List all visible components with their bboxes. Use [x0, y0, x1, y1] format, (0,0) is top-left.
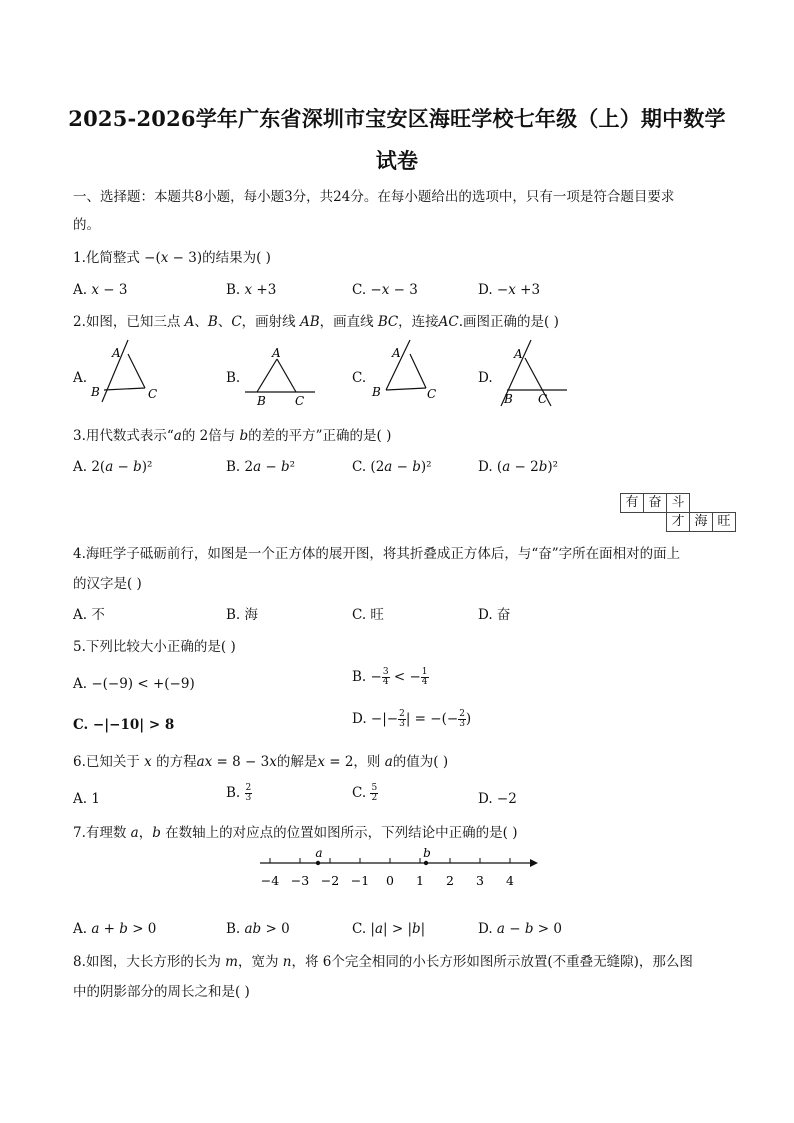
question-7-stem: 7.有理数 𝑎，𝑏 在数轴上的对应点的位置如图所示，下列结论中正确的是( )	[73, 825, 518, 841]
q7-option-b: B. 𝑎𝑏 > 0	[226, 921, 290, 937]
q7-option-c: C. |𝑎| > |𝑏|	[352, 921, 426, 937]
question-1-stem: 1.化简整式 −(𝑥 − 3)的结果为( )	[73, 250, 271, 266]
q2-figure-c	[370, 340, 450, 410]
axis-tick-label: −1	[350, 873, 370, 888]
axis-tick-label: −3	[290, 873, 310, 888]
q5-b-prefix: B. −	[352, 669, 382, 685]
q2-d-label-A: A	[514, 347, 523, 361]
q5-option-b	[352, 668, 429, 687]
axis-tick-label: 4	[506, 873, 514, 888]
q2-a-label-C: C	[148, 387, 158, 401]
question-4-stem-line1: 4.海旺学子砥砺前行，如图是一个正方体的展开图，将其折叠成正方体后，与“奋”字所在面相对的面上	[73, 546, 681, 562]
axis-tick-label: 1	[416, 873, 424, 888]
axis-arrow	[530, 859, 538, 867]
point-a	[316, 861, 320, 865]
q1-option-c: C. −𝑥 − 3	[352, 282, 418, 298]
q5-option-a: A. −(−9) < +(−9)	[73, 676, 195, 692]
cube-face: 才	[666, 512, 690, 532]
q2-c-label-C: C	[427, 387, 437, 401]
q3-option-d: D. (𝑎 − 2𝑏)²	[478, 459, 559, 475]
cube-face: 斗	[666, 493, 690, 513]
axis-tick-label: 3	[476, 873, 484, 888]
q2-option-b: B.	[226, 370, 241, 386]
q7-option-a: A. 𝑎 + 𝑏 > 0	[73, 921, 157, 937]
q2-option-a: A.	[73, 370, 88, 386]
q2-figure-a	[88, 340, 178, 410]
q1-option-d: D. −𝑥 +3	[478, 282, 541, 298]
q4-option-b: B. 海	[226, 607, 259, 623]
axis-tick-label: 2	[446, 873, 454, 888]
fraction: $\frac{3}{4}$	[382, 667, 389, 687]
point-b	[424, 861, 428, 865]
question-3-stem: 3.用代数式表示“𝑎的 2倍与 𝑏的差的平方”正确的是( )	[73, 428, 392, 444]
fraction: $\frac{1}{4}$	[421, 667, 428, 687]
q5-d-mid: | = −(−	[405, 711, 459, 727]
section1-instructions-line2: 的。	[73, 217, 100, 233]
section1-instructions-line1: 一、选择题：本题共8小题，每小题3分，共24分。在每小题给出的选项中，只有一项是符合题目要求	[73, 189, 675, 205]
q7-option-d: D. 𝑎 − 𝑏 > 0	[478, 921, 562, 937]
exam-title-line1: 2025-2026学年广东省深圳市宝安区海旺学校七年级（上）期中数学	[68, 106, 726, 131]
q6-option-b: B. $\frac{2}{3}$	[226, 783, 252, 803]
q3-option-a: A. 2(𝑎 − 𝑏)²	[73, 459, 153, 475]
q5-d-prefix: D. −|−	[352, 711, 399, 727]
axis-tick-label: 0	[386, 873, 394, 888]
q4-option-c: C. 旺	[352, 607, 384, 623]
point-b-label: b	[423, 846, 431, 860]
axis-tick-label: −4	[260, 873, 280, 888]
cube-face: 旺	[712, 512, 736, 532]
q2-a-label-B: B	[91, 385, 100, 399]
q2-figure-b	[243, 344, 323, 410]
q6-option-c: C. $\frac{5}{2}$	[352, 783, 378, 803]
question-4-stem-line2: 的汉字是( )	[73, 576, 142, 592]
question-5-stem: 5.下列比较大小正确的是( )	[73, 639, 236, 655]
fraction: $\frac{5}{2}$	[371, 783, 378, 803]
q2-option-c: C.	[352, 370, 367, 386]
q2-a-label-A: A	[112, 346, 121, 360]
q4-option-d: D. 奋	[478, 607, 511, 623]
q3-option-b: B. 2𝑎 − 𝑏²	[226, 459, 296, 475]
cube-face: 有	[620, 493, 644, 513]
axis-tick-label: −2	[320, 873, 340, 888]
question-6-stem: 6.已知关于 𝑥 的方程𝑎𝑥 = 8 − 3𝑥的解是𝑥 = 2，则 𝑎的值为( )	[73, 754, 449, 770]
q4-option-a: A. 不	[73, 607, 105, 623]
q5-option-c: C. −|−10| > 8	[73, 717, 175, 733]
q1-option-a: A. 𝑥 − 3	[73, 282, 128, 298]
number-line-figure	[258, 846, 548, 892]
q2-d-label-C: C	[538, 392, 548, 406]
q2-b-label-C: C	[295, 394, 305, 408]
exam-title-line2: 试卷	[375, 148, 419, 173]
question-8-stem-line2: 中的阴影部分的周长之和是( )	[73, 984, 250, 1000]
q6-option-a: A. 1	[73, 791, 100, 807]
question-2-stem: 2.如图，已知三点 𝐴、𝐵、𝐶，画射线 𝐴𝐵，画直线 𝐵𝐶，连接𝐴𝐶.画图正确的是( )	[73, 314, 559, 330]
q2-c-label-B: B	[372, 385, 381, 399]
cube-face: 海	[689, 512, 713, 532]
q2-b-label-A: A	[272, 346, 281, 360]
q3-option-c: C. (2𝑎 − 𝑏)²	[352, 459, 432, 475]
point-a-label: a	[315, 846, 323, 860]
q2-figure-d	[495, 340, 575, 412]
question-8-stem-line1: 8.如图，大长方形的长为 𝑚，宽为 𝑛，将 6个完全相同的小长方形如图所示放置(不重叠无缝隙)，那么图	[73, 954, 693, 970]
fraction: $\frac{2}{3}$	[399, 709, 405, 729]
cube-face: 奋	[643, 493, 667, 513]
fraction: $\frac{2}{3}$	[245, 783, 252, 803]
q2-d-label-B: B	[504, 392, 513, 406]
q5-option-d	[352, 710, 471, 729]
q5-d-suffix: )	[465, 711, 472, 727]
q6-option-d: D. −2	[478, 791, 517, 807]
q5-b-mid: < −	[389, 669, 421, 685]
q2-option-d: D.	[478, 370, 493, 386]
q1-option-b: B. 𝑥 +3	[226, 282, 277, 298]
q2-c-label-A: A	[392, 346, 401, 360]
fraction: $\frac{2}{3}$	[459, 709, 465, 729]
q2-b-label-B: B	[257, 394, 266, 408]
